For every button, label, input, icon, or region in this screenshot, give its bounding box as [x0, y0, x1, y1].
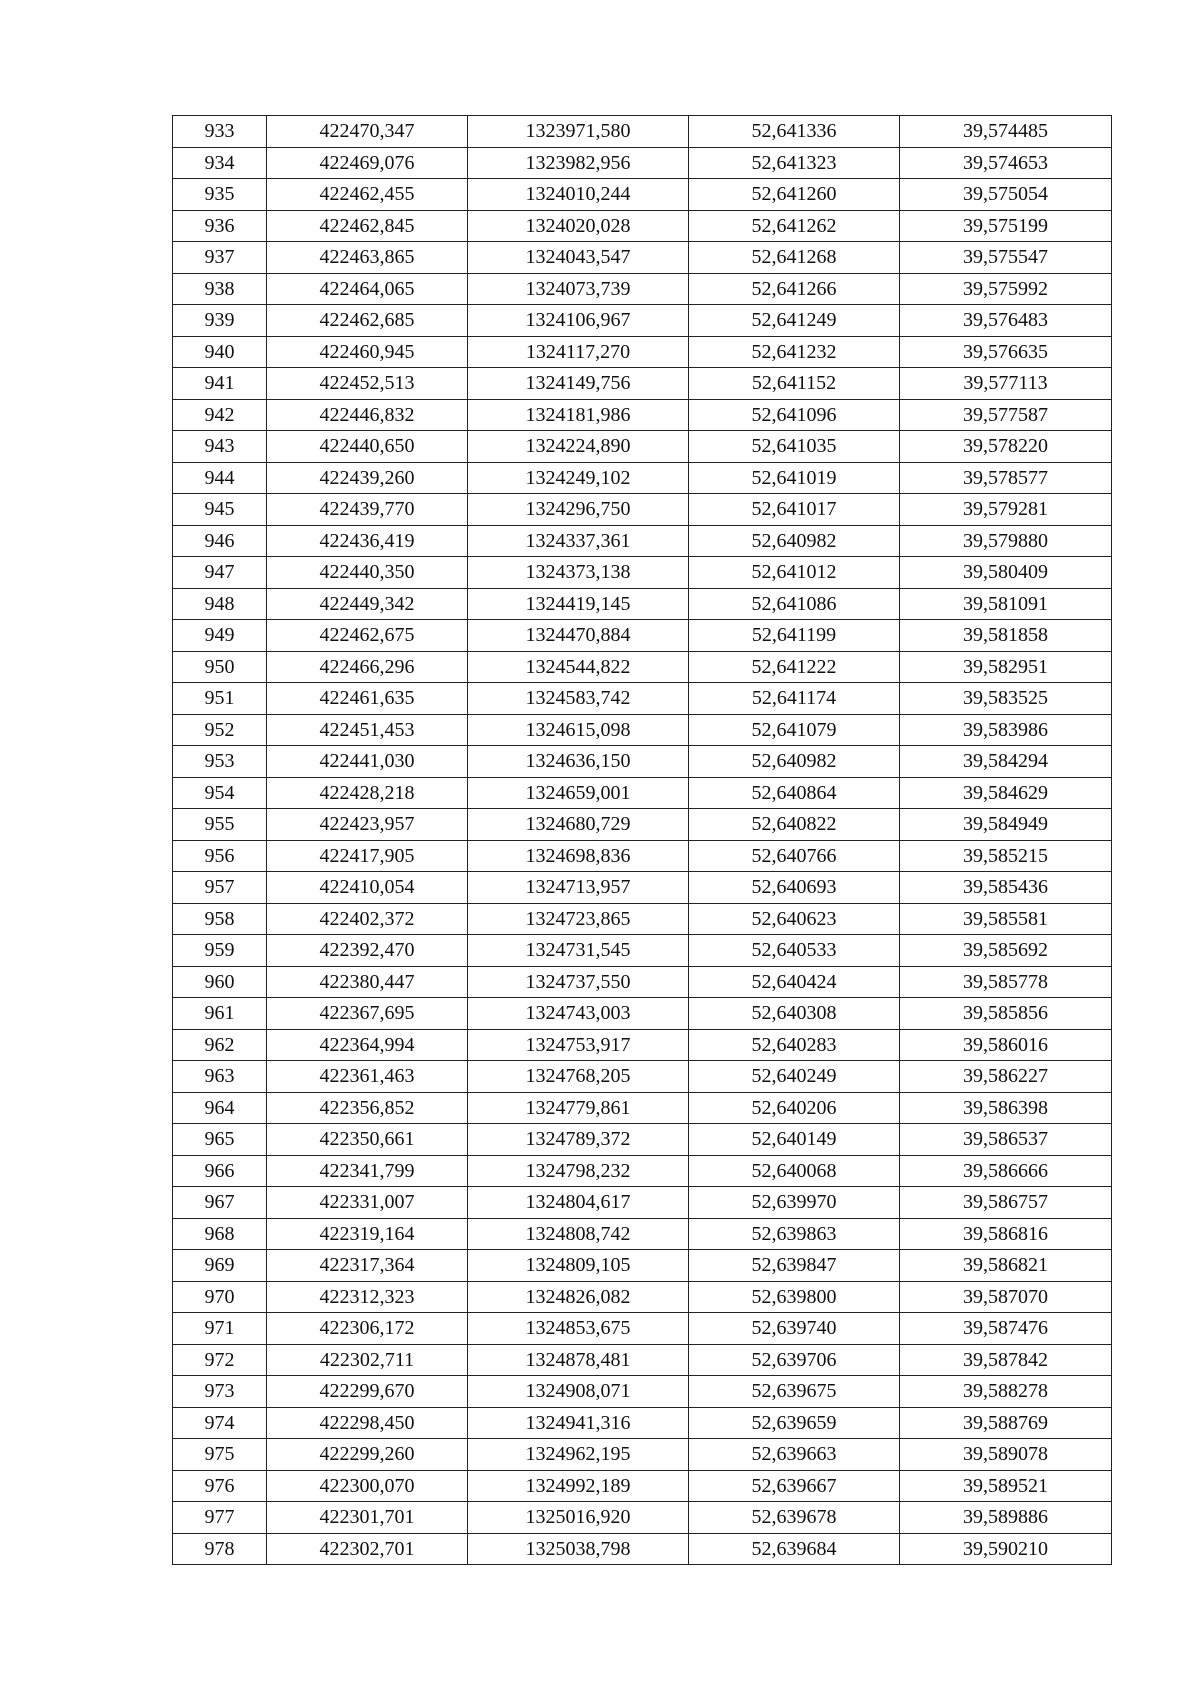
latitude-cell: 52,639675 [689, 1376, 900, 1408]
table-row [173, 273, 1112, 305]
y-coordinate-cell: 1323971,580 [468, 116, 689, 148]
latitude-cell: 52,641222 [689, 651, 900, 683]
table-row [173, 1439, 1112, 1471]
point-number-cell: 941 [173, 368, 267, 400]
y-coordinate-cell: 1324680,729 [468, 809, 689, 841]
x-coordinate-cell: 422410,054 [267, 872, 468, 904]
table-row [173, 966, 1112, 998]
y-coordinate-cell: 1324181,986 [468, 399, 689, 431]
longitude-cell: 39,574653 [900, 147, 1112, 179]
point-number-cell: 952 [173, 714, 267, 746]
table-row [173, 179, 1112, 211]
table-row [173, 399, 1112, 431]
point-number-cell: 950 [173, 651, 267, 683]
longitude-cell: 39,576635 [900, 336, 1112, 368]
latitude-cell: 52,641019 [689, 462, 900, 494]
x-coordinate-cell: 422463,865 [267, 242, 468, 274]
point-number-cell: 936 [173, 210, 267, 242]
y-coordinate-cell: 1324826,082 [468, 1281, 689, 1313]
x-coordinate-cell: 422462,675 [267, 620, 468, 652]
coordinates-table-body [173, 116, 1112, 1565]
table-row [173, 1313, 1112, 1345]
table-row [173, 1029, 1112, 1061]
point-number-cell: 975 [173, 1439, 267, 1471]
latitude-cell: 52,641012 [689, 557, 900, 589]
point-number-cell: 938 [173, 273, 267, 305]
table-row [173, 872, 1112, 904]
x-coordinate-cell: 422423,957 [267, 809, 468, 841]
latitude-cell: 52,641249 [689, 305, 900, 337]
y-coordinate-cell: 1324010,244 [468, 179, 689, 211]
longitude-cell: 39,579880 [900, 525, 1112, 557]
point-number-cell: 944 [173, 462, 267, 494]
y-coordinate-cell: 1324853,675 [468, 1313, 689, 1345]
x-coordinate-cell: 422462,845 [267, 210, 468, 242]
point-number-cell: 974 [173, 1407, 267, 1439]
point-number-cell: 972 [173, 1344, 267, 1376]
point-number-cell: 962 [173, 1029, 267, 1061]
point-number-cell: 943 [173, 431, 267, 463]
latitude-cell: 52,641266 [689, 273, 900, 305]
y-coordinate-cell: 1324615,098 [468, 714, 689, 746]
longitude-cell: 39,577113 [900, 368, 1112, 400]
table-row [173, 1155, 1112, 1187]
y-coordinate-cell: 1324224,890 [468, 431, 689, 463]
longitude-cell: 39,584629 [900, 777, 1112, 809]
longitude-cell: 39,581858 [900, 620, 1112, 652]
point-number-cell: 948 [173, 588, 267, 620]
latitude-cell: 52,640149 [689, 1124, 900, 1156]
y-coordinate-cell: 1324804,617 [468, 1187, 689, 1219]
latitude-cell: 52,641268 [689, 242, 900, 274]
x-coordinate-cell: 422439,260 [267, 462, 468, 494]
y-coordinate-cell: 1324470,884 [468, 620, 689, 652]
latitude-cell: 52,640982 [689, 746, 900, 778]
y-coordinate-cell: 1324737,550 [468, 966, 689, 998]
point-number-cell: 934 [173, 147, 267, 179]
latitude-cell: 52,641035 [689, 431, 900, 463]
point-number-cell: 967 [173, 1187, 267, 1219]
table-row [173, 651, 1112, 683]
latitude-cell: 52,639663 [689, 1439, 900, 1471]
x-coordinate-cell: 422319,164 [267, 1218, 468, 1250]
table-row [173, 1124, 1112, 1156]
x-coordinate-cell: 422460,945 [267, 336, 468, 368]
y-coordinate-cell: 1324020,028 [468, 210, 689, 242]
y-coordinate-cell: 1324073,739 [468, 273, 689, 305]
table-row [173, 1502, 1112, 1534]
point-number-cell: 942 [173, 399, 267, 431]
latitude-cell: 52,640693 [689, 872, 900, 904]
y-coordinate-cell: 1325016,920 [468, 1502, 689, 1534]
latitude-cell: 52,639970 [689, 1187, 900, 1219]
longitude-cell: 39,590210 [900, 1533, 1112, 1565]
x-coordinate-cell: 422439,770 [267, 494, 468, 526]
longitude-cell: 39,575054 [900, 179, 1112, 211]
point-number-cell: 949 [173, 620, 267, 652]
table-row [173, 809, 1112, 841]
y-coordinate-cell: 1325038,798 [468, 1533, 689, 1565]
longitude-cell: 39,585778 [900, 966, 1112, 998]
point-number-cell: 955 [173, 809, 267, 841]
x-coordinate-cell: 422364,994 [267, 1029, 468, 1061]
longitude-cell: 39,579281 [900, 494, 1112, 526]
table-row [173, 620, 1112, 652]
latitude-cell: 52,641199 [689, 620, 900, 652]
table-row [173, 431, 1112, 463]
longitude-cell: 39,582951 [900, 651, 1112, 683]
latitude-cell: 52,639706 [689, 1344, 900, 1376]
y-coordinate-cell: 1324544,822 [468, 651, 689, 683]
table-row [173, 746, 1112, 778]
y-coordinate-cell: 1324043,547 [468, 242, 689, 274]
y-coordinate-cell: 1324659,001 [468, 777, 689, 809]
longitude-cell: 39,575992 [900, 273, 1112, 305]
latitude-cell: 52,641232 [689, 336, 900, 368]
table-row [173, 1187, 1112, 1219]
table-row [173, 1218, 1112, 1250]
point-number-cell: 961 [173, 998, 267, 1030]
x-coordinate-cell: 422428,218 [267, 777, 468, 809]
y-coordinate-cell: 1323982,956 [468, 147, 689, 179]
x-coordinate-cell: 422462,455 [267, 179, 468, 211]
x-coordinate-cell: 422441,030 [267, 746, 468, 778]
x-coordinate-cell: 422298,450 [267, 1407, 468, 1439]
table-row [173, 1344, 1112, 1376]
point-number-cell: 978 [173, 1533, 267, 1565]
point-number-cell: 968 [173, 1218, 267, 1250]
longitude-cell: 39,578577 [900, 462, 1112, 494]
y-coordinate-cell: 1324296,750 [468, 494, 689, 526]
x-coordinate-cell: 422464,065 [267, 273, 468, 305]
point-number-cell: 951 [173, 683, 267, 715]
y-coordinate-cell: 1324941,316 [468, 1407, 689, 1439]
y-coordinate-cell: 1324962,195 [468, 1439, 689, 1471]
y-coordinate-cell: 1324117,270 [468, 336, 689, 368]
point-number-cell: 964 [173, 1092, 267, 1124]
longitude-cell: 39,581091 [900, 588, 1112, 620]
y-coordinate-cell: 1324583,742 [468, 683, 689, 715]
x-coordinate-cell: 422461,635 [267, 683, 468, 715]
longitude-cell: 39,586821 [900, 1250, 1112, 1282]
y-coordinate-cell: 1324809,105 [468, 1250, 689, 1282]
y-coordinate-cell: 1324723,865 [468, 903, 689, 935]
longitude-cell: 39,583986 [900, 714, 1112, 746]
longitude-cell: 39,585215 [900, 840, 1112, 872]
longitude-cell: 39,575199 [900, 210, 1112, 242]
latitude-cell: 52,639667 [689, 1470, 900, 1502]
latitude-cell: 52,640249 [689, 1061, 900, 1093]
x-coordinate-cell: 422302,711 [267, 1344, 468, 1376]
x-coordinate-cell: 422300,070 [267, 1470, 468, 1502]
latitude-cell: 52,641323 [689, 147, 900, 179]
point-number-cell: 958 [173, 903, 267, 935]
x-coordinate-cell: 422356,852 [267, 1092, 468, 1124]
latitude-cell: 52,640424 [689, 966, 900, 998]
y-coordinate-cell: 1324419,145 [468, 588, 689, 620]
longitude-cell: 39,588769 [900, 1407, 1112, 1439]
table-row [173, 1281, 1112, 1313]
latitude-cell: 52,639684 [689, 1533, 900, 1565]
longitude-cell: 39,586398 [900, 1092, 1112, 1124]
point-number-cell: 945 [173, 494, 267, 526]
longitude-cell: 39,577587 [900, 399, 1112, 431]
table-row [173, 525, 1112, 557]
table-row [173, 116, 1112, 148]
longitude-cell: 39,587476 [900, 1313, 1112, 1345]
longitude-cell: 39,587842 [900, 1344, 1112, 1376]
point-number-cell: 977 [173, 1502, 267, 1534]
point-number-cell: 933 [173, 116, 267, 148]
latitude-cell: 52,639863 [689, 1218, 900, 1250]
longitude-cell: 39,583525 [900, 683, 1112, 715]
latitude-cell: 52,639800 [689, 1281, 900, 1313]
table-row [173, 242, 1112, 274]
x-coordinate-cell: 422452,513 [267, 368, 468, 400]
table-row [173, 494, 1112, 526]
table-row [173, 714, 1112, 746]
x-coordinate-cell: 422306,172 [267, 1313, 468, 1345]
y-coordinate-cell: 1324149,756 [468, 368, 689, 400]
point-number-cell: 954 [173, 777, 267, 809]
latitude-cell: 52,639659 [689, 1407, 900, 1439]
latitude-cell: 52,640766 [689, 840, 900, 872]
table-row [173, 777, 1112, 809]
x-coordinate-cell: 422350,661 [267, 1124, 468, 1156]
point-number-cell: 946 [173, 525, 267, 557]
table-row [173, 557, 1112, 589]
latitude-cell: 52,639740 [689, 1313, 900, 1345]
longitude-cell: 39,586816 [900, 1218, 1112, 1250]
latitude-cell: 52,640864 [689, 777, 900, 809]
x-coordinate-cell: 422469,076 [267, 147, 468, 179]
x-coordinate-cell: 422417,905 [267, 840, 468, 872]
x-coordinate-cell: 422302,701 [267, 1533, 468, 1565]
latitude-cell: 52,640068 [689, 1155, 900, 1187]
point-number-cell: 940 [173, 336, 267, 368]
y-coordinate-cell: 1324768,205 [468, 1061, 689, 1093]
y-coordinate-cell: 1324713,957 [468, 872, 689, 904]
point-number-cell: 956 [173, 840, 267, 872]
y-coordinate-cell: 1324992,189 [468, 1470, 689, 1502]
table-row [173, 210, 1112, 242]
x-coordinate-cell: 422331,007 [267, 1187, 468, 1219]
y-coordinate-cell: 1324808,742 [468, 1218, 689, 1250]
latitude-cell: 52,640206 [689, 1092, 900, 1124]
longitude-cell: 39,584949 [900, 809, 1112, 841]
table-row [173, 147, 1112, 179]
y-coordinate-cell: 1324798,232 [468, 1155, 689, 1187]
latitude-cell: 52,640822 [689, 809, 900, 841]
point-number-cell: 959 [173, 935, 267, 967]
latitude-cell: 52,641079 [689, 714, 900, 746]
longitude-cell: 39,586537 [900, 1124, 1112, 1156]
point-number-cell: 966 [173, 1155, 267, 1187]
x-coordinate-cell: 422317,364 [267, 1250, 468, 1282]
point-number-cell: 963 [173, 1061, 267, 1093]
point-number-cell: 965 [173, 1124, 267, 1156]
longitude-cell: 39,586757 [900, 1187, 1112, 1219]
table-row [173, 305, 1112, 337]
table-row [173, 1470, 1112, 1502]
point-number-cell: 935 [173, 179, 267, 211]
x-coordinate-cell: 422451,453 [267, 714, 468, 746]
latitude-cell: 52,640283 [689, 1029, 900, 1061]
longitude-cell: 39,585856 [900, 998, 1112, 1030]
table-row [173, 1092, 1112, 1124]
point-number-cell: 939 [173, 305, 267, 337]
longitude-cell: 39,589886 [900, 1502, 1112, 1534]
longitude-cell: 39,586227 [900, 1061, 1112, 1093]
longitude-cell: 39,585581 [900, 903, 1112, 935]
point-number-cell: 960 [173, 966, 267, 998]
y-coordinate-cell: 1324789,372 [468, 1124, 689, 1156]
y-coordinate-cell: 1324373,138 [468, 557, 689, 589]
latitude-cell: 52,640623 [689, 903, 900, 935]
x-coordinate-cell: 422466,296 [267, 651, 468, 683]
latitude-cell: 52,640982 [689, 525, 900, 557]
longitude-cell: 39,586016 [900, 1029, 1112, 1061]
longitude-cell: 39,578220 [900, 431, 1112, 463]
y-coordinate-cell: 1324698,836 [468, 840, 689, 872]
y-coordinate-cell: 1324731,545 [468, 935, 689, 967]
longitude-cell: 39,580409 [900, 557, 1112, 589]
longitude-cell: 39,588278 [900, 1376, 1112, 1408]
x-coordinate-cell: 422380,447 [267, 966, 468, 998]
point-number-cell: 937 [173, 242, 267, 274]
latitude-cell: 52,641152 [689, 368, 900, 400]
x-coordinate-cell: 422301,701 [267, 1502, 468, 1534]
y-coordinate-cell: 1324743,003 [468, 998, 689, 1030]
y-coordinate-cell: 1324249,102 [468, 462, 689, 494]
point-number-cell: 976 [173, 1470, 267, 1502]
x-coordinate-cell: 422440,350 [267, 557, 468, 589]
table-row [173, 368, 1112, 400]
x-coordinate-cell: 422392,470 [267, 935, 468, 967]
table-row [173, 1061, 1112, 1093]
y-coordinate-cell: 1324636,150 [468, 746, 689, 778]
x-coordinate-cell: 422299,260 [267, 1439, 468, 1471]
latitude-cell: 52,641260 [689, 179, 900, 211]
table-row [173, 1376, 1112, 1408]
y-coordinate-cell: 1324753,917 [468, 1029, 689, 1061]
latitude-cell: 52,641086 [689, 588, 900, 620]
table-row [173, 840, 1112, 872]
latitude-cell: 52,639847 [689, 1250, 900, 1282]
point-number-cell: 973 [173, 1376, 267, 1408]
table-row [173, 998, 1112, 1030]
longitude-cell: 39,585692 [900, 935, 1112, 967]
table-row [173, 588, 1112, 620]
latitude-cell: 52,641017 [689, 494, 900, 526]
x-coordinate-cell: 422299,670 [267, 1376, 468, 1408]
longitude-cell: 39,586666 [900, 1155, 1112, 1187]
x-coordinate-cell: 422449,342 [267, 588, 468, 620]
table-row [173, 1250, 1112, 1282]
latitude-cell: 52,640533 [689, 935, 900, 967]
latitude-cell: 52,641262 [689, 210, 900, 242]
table-row [173, 935, 1112, 967]
point-number-cell: 970 [173, 1281, 267, 1313]
y-coordinate-cell: 1324779,861 [468, 1092, 689, 1124]
table-row [173, 462, 1112, 494]
table-row [173, 1533, 1112, 1565]
y-coordinate-cell: 1324337,361 [468, 525, 689, 557]
table-row [173, 1407, 1112, 1439]
x-coordinate-cell: 422436,419 [267, 525, 468, 557]
x-coordinate-cell: 422440,650 [267, 431, 468, 463]
x-coordinate-cell: 422367,695 [267, 998, 468, 1030]
point-number-cell: 953 [173, 746, 267, 778]
latitude-cell: 52,639678 [689, 1502, 900, 1534]
latitude-cell: 52,640308 [689, 998, 900, 1030]
y-coordinate-cell: 1324106,967 [468, 305, 689, 337]
longitude-cell: 39,585436 [900, 872, 1112, 904]
longitude-cell: 39,576483 [900, 305, 1112, 337]
longitude-cell: 39,574485 [900, 116, 1112, 148]
table-row [173, 903, 1112, 935]
table-row [173, 336, 1112, 368]
point-number-cell: 947 [173, 557, 267, 589]
latitude-cell: 52,641174 [689, 683, 900, 715]
y-coordinate-cell: 1324908,071 [468, 1376, 689, 1408]
longitude-cell: 39,587070 [900, 1281, 1112, 1313]
longitude-cell: 39,589521 [900, 1470, 1112, 1502]
x-coordinate-cell: 422312,323 [267, 1281, 468, 1313]
point-number-cell: 957 [173, 872, 267, 904]
latitude-cell: 52,641096 [689, 399, 900, 431]
x-coordinate-cell: 422341,799 [267, 1155, 468, 1187]
coordinates-table [172, 115, 1112, 1565]
point-number-cell: 971 [173, 1313, 267, 1345]
point-number-cell: 969 [173, 1250, 267, 1282]
longitude-cell: 39,575547 [900, 242, 1112, 274]
x-coordinate-cell: 422402,372 [267, 903, 468, 935]
x-coordinate-cell: 422446,832 [267, 399, 468, 431]
latitude-cell: 52,641336 [689, 116, 900, 148]
x-coordinate-cell: 422361,463 [267, 1061, 468, 1093]
longitude-cell: 39,584294 [900, 746, 1112, 778]
longitude-cell: 39,589078 [900, 1439, 1112, 1471]
x-coordinate-cell: 422470,347 [267, 116, 468, 148]
x-coordinate-cell: 422462,685 [267, 305, 468, 337]
y-coordinate-cell: 1324878,481 [468, 1344, 689, 1376]
table-row [173, 683, 1112, 715]
